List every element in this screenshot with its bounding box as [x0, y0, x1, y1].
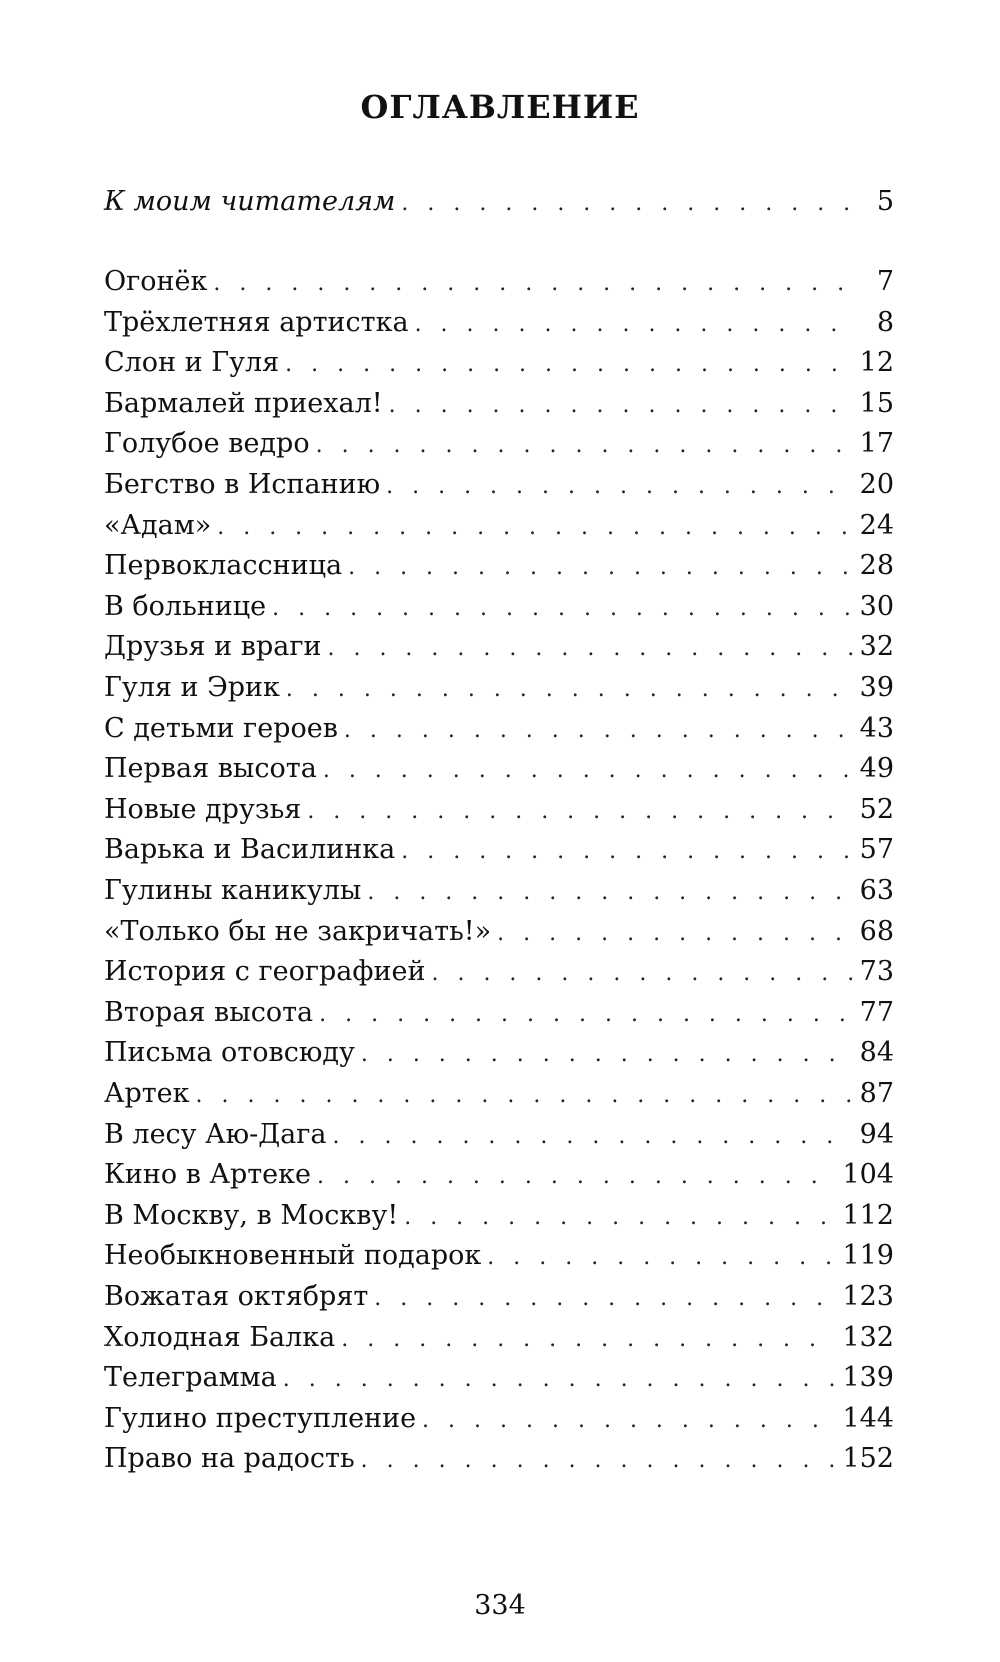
toc-entry [104, 510, 894, 546]
toc-entry-title: Вторая высота [104, 997, 319, 1028]
toc-entry-title: Гулино преступление [104, 1403, 422, 1434]
toc-entry-page: 132 [842, 1321, 894, 1353]
toc-entry-title: В Москву, в Москву! [104, 1200, 404, 1231]
dot-leader [389, 393, 854, 418]
toc-entry [104, 1281, 894, 1317]
toc-entry-page: 104 [842, 1159, 894, 1191]
toc-entry-title: Телеграмма [104, 1362, 283, 1393]
toc-entry-page: 32 [859, 631, 894, 663]
toc-entry-title: Друзья и враги [104, 631, 327, 662]
toc-entry-title: В лесу Аю-Дага [104, 1119, 333, 1150]
dot-leader [348, 555, 854, 580]
toc-entry [104, 347, 894, 383]
dot-leader [341, 1327, 836, 1352]
toc-entry-title: Кино в Артеке [104, 1159, 317, 1190]
dot-leader [497, 921, 853, 946]
toc-entry-page: 17 [859, 428, 894, 460]
dot-leader [361, 1448, 837, 1473]
toc-entry-page: 87 [859, 1078, 894, 1109]
toc-intro-entry [104, 186, 894, 222]
toc-entry-page: 30 [859, 590, 894, 622]
dot-leader [217, 515, 853, 540]
toc-entry-title: История с географией [104, 956, 431, 987]
dot-leader [404, 1205, 836, 1230]
page-title: ОГЛАВЛЕНИЕ [360, 88, 640, 126]
toc-entry [104, 428, 894, 464]
toc-entry [104, 1119, 894, 1155]
toc-entry-page: 84 [859, 1037, 894, 1069]
toc-entry-page: 68 [859, 915, 894, 947]
toc-entry [104, 1240, 894, 1276]
toc-entry-title: Бегство в Испанию [104, 469, 386, 500]
toc-entry-title: «Адам» [104, 510, 217, 541]
toc-entry-title: Письма отовсюду [104, 1037, 361, 1068]
dot-leader [316, 433, 854, 458]
dot-leader [286, 677, 854, 702]
toc-entry-title: Первоклассница [104, 550, 348, 581]
toc-entry-title: Гуля и Эрик [104, 672, 286, 703]
dot-leader [323, 758, 854, 783]
toc-entry-title: Право на радость [104, 1443, 361, 1474]
toc-entry [104, 672, 894, 708]
toc-entry [104, 1159, 894, 1195]
dot-leader [327, 636, 853, 661]
toc-entry [104, 1078, 894, 1114]
toc-entry [104, 1037, 894, 1073]
toc-entry-page: 57 [859, 834, 894, 866]
dot-leader [307, 799, 853, 824]
toc-entry-title: С детьми героев [104, 713, 344, 744]
dot-leader [401, 839, 853, 864]
toc-entry [104, 266, 894, 302]
toc-entry-page: 77 [859, 996, 894, 1028]
toc-entry-page: 73 [859, 956, 894, 988]
toc-entry-title: Первая высота [104, 753, 323, 784]
toc-entry-page: 43 [859, 712, 894, 744]
toc-entry-title: Трёхлетняя артистка [104, 307, 415, 338]
toc-entry-title: Вожатая октябрят [104, 1281, 374, 1312]
toc-entry-page: 144 [842, 1402, 894, 1434]
dot-leader [319, 1002, 854, 1027]
dot-leader [415, 312, 856, 337]
dot-leader [285, 352, 853, 377]
toc-entry-title: К моим читателям [104, 186, 401, 217]
dot-leader [333, 1124, 854, 1149]
toc-entry [104, 956, 894, 992]
toc-entry-page: 123 [842, 1281, 894, 1312]
toc-entry [104, 631, 894, 667]
toc-entry-title: Холодная Балка [104, 1322, 341, 1353]
toc-entry-page: 49 [859, 753, 894, 785]
dot-leader [361, 1042, 854, 1067]
dot-leader [422, 1408, 836, 1433]
toc-entry-page: 15 [859, 387, 894, 419]
toc-entry [104, 1403, 894, 1439]
toc-entry-title: Артек [104, 1078, 196, 1109]
toc-entry [104, 713, 894, 749]
toc-entry-page: 112 [842, 1199, 894, 1231]
toc-entry [104, 1322, 894, 1358]
dot-leader [367, 880, 853, 905]
dot-leader [344, 718, 854, 743]
toc-entry-title: Бармалей приехал! [104, 388, 389, 419]
dot-leader [196, 1083, 854, 1108]
toc-entry [104, 591, 894, 627]
toc-entry [104, 834, 894, 870]
toc-entry-page: 7 [876, 266, 894, 297]
toc-entry-page: 20 [859, 469, 894, 500]
toc-entry-title: «Только бы не закричать!» [104, 916, 497, 947]
dot-leader [272, 596, 854, 621]
toc-entry-title: Огонёк [104, 266, 213, 297]
toc-entry-title: Слон и Гуля [104, 347, 285, 378]
dot-leader [487, 1245, 836, 1270]
dot-leader [386, 474, 854, 499]
toc-entry [104, 794, 894, 830]
toc-entry-title: Голубое ведро [104, 428, 316, 459]
toc-entry-page: 28 [859, 550, 894, 582]
toc-entry-page: 152 [842, 1443, 894, 1475]
page-number: 334 [474, 1590, 526, 1621]
toc-entry [104, 997, 894, 1033]
toc-entry [104, 1443, 894, 1479]
dot-leader [283, 1367, 837, 1392]
toc-entry-title: Новые друзья [104, 794, 307, 825]
toc-entry-page: 8 [876, 306, 894, 338]
dot-leader [431, 961, 853, 986]
toc-entry-page: 12 [859, 347, 894, 379]
toc-entry-title: В больнице [104, 591, 272, 622]
dot-leader [213, 271, 856, 296]
toc-entry-page: 52 [859, 793, 894, 825]
toc-entry-page: 5 [876, 186, 894, 217]
toc-entry [104, 469, 894, 505]
toc-entry-page: 39 [859, 672, 894, 703]
toc-entry [104, 1362, 894, 1398]
toc-entry-page: 24 [859, 509, 894, 541]
dot-leader [374, 1286, 836, 1311]
toc-entry-page: 63 [859, 875, 894, 906]
toc-entry-page: 139 [842, 1362, 894, 1394]
toc-entry [104, 1200, 894, 1236]
toc-entry-title: Гулины каникулы [104, 875, 367, 906]
toc-entry [104, 916, 894, 952]
dot-leader [401, 191, 856, 216]
dot-leader [317, 1164, 836, 1189]
toc-entry-page: 119 [842, 1240, 894, 1272]
toc-entry [104, 388, 894, 424]
toc-entry [104, 875, 894, 911]
toc-entry-page: 94 [859, 1118, 894, 1150]
toc-entry-title: Необыкновенный подарок [104, 1240, 487, 1271]
toc-entry [104, 550, 894, 586]
toc-entry-title: Варька и Василинка [104, 834, 401, 865]
toc-entry [104, 307, 894, 343]
toc-entry [104, 753, 894, 789]
